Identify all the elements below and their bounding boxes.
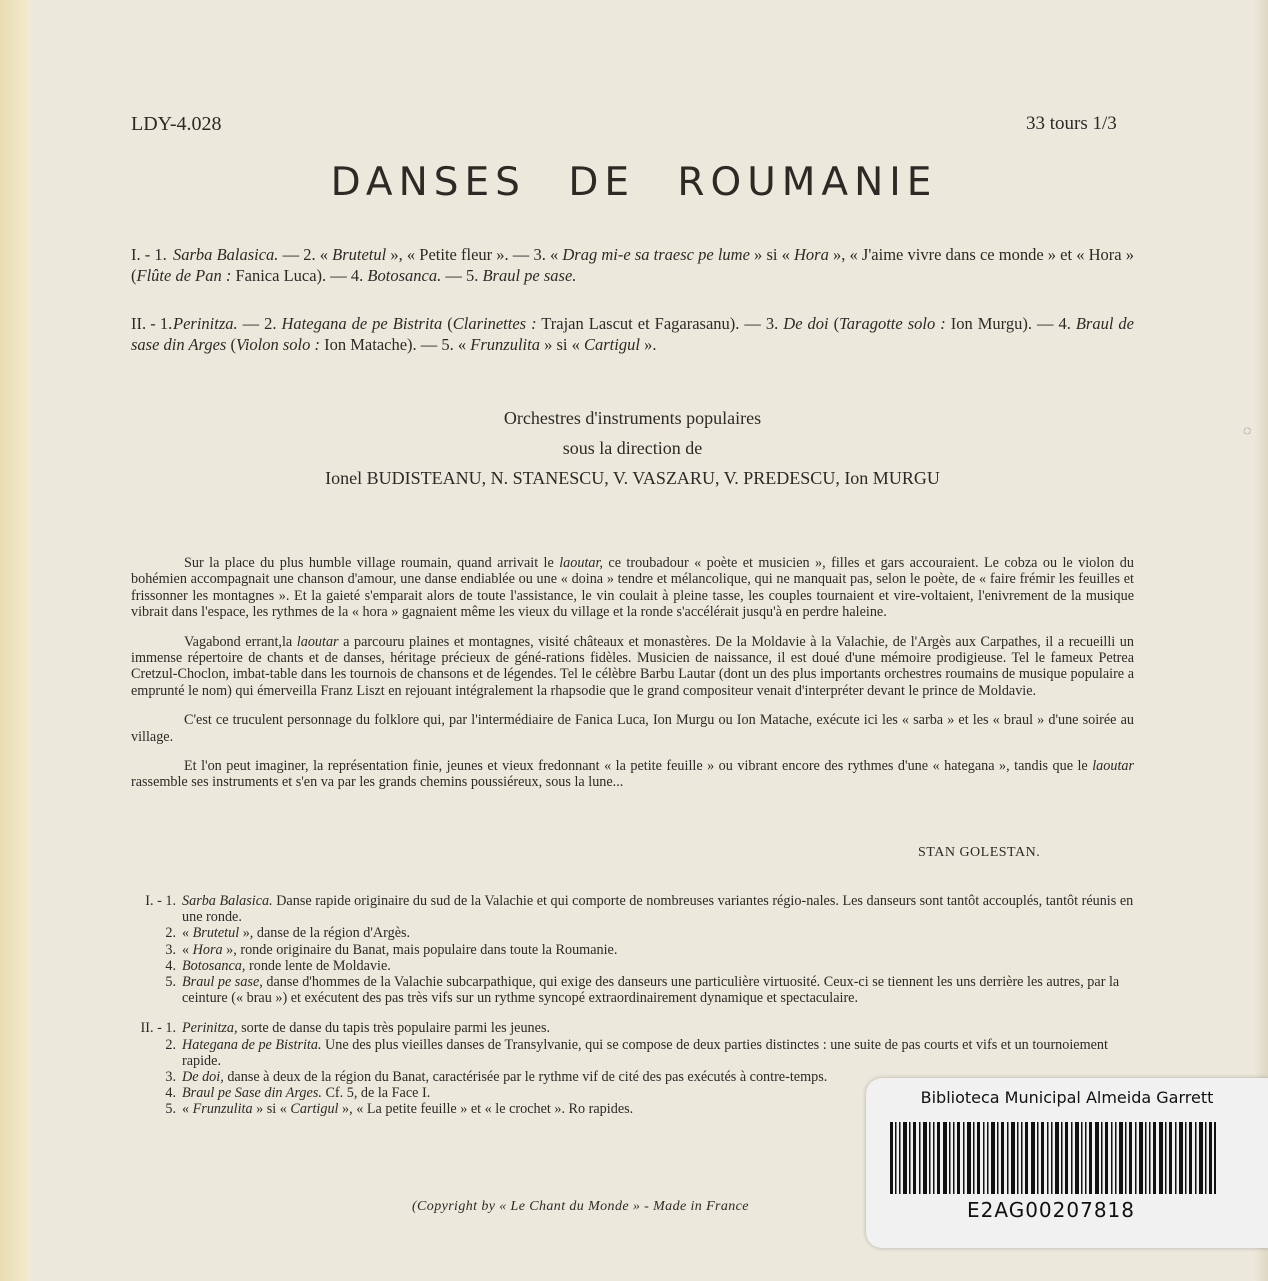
liner-notes-essay [131, 555, 1134, 804]
track-title: Hora [794, 245, 829, 264]
copyright-notice: (Copyright by « Le Chant du Monde » - Made in France [412, 1199, 749, 1214]
instrument-credit: Taragotte solo : [839, 314, 946, 333]
track-title: Braul pe sase. [482, 266, 577, 285]
track-separator: Ion Matache). — 5. « [320, 335, 471, 354]
credits-line: Orchestres d'instruments populaires [503, 408, 762, 428]
note-item [131, 925, 1134, 941]
note-text: Cf. 5, de la Face I. [321, 1085, 431, 1102]
note-number: 3. [165, 1069, 176, 1086]
essay-text: Vagabond errant,la [184, 633, 297, 650]
essay-paragraph: C'est ce truculent personnage du folklore qui, par l'intermédiaire de Fanica Luca, Ion Murgu ou Ion Matache, exécute ici les « sarba » et les « braul » d'une soirée au village. [131, 712, 1134, 745]
track-title: Botosanca. [367, 266, 442, 285]
note-title: Frunzulita [192, 1101, 253, 1118]
note-item [131, 1020, 1134, 1036]
catalog-number: LDY-4.028 [131, 113, 222, 135]
note-number: 3. [165, 941, 176, 958]
library-barcode-sticker [866, 1078, 1268, 1248]
tracklist-side-2 [131, 313, 1134, 355]
note-title: Hategana de pe Bistrita. [182, 1036, 322, 1053]
library-name: Biblioteca Municipal Almeida Garrett [920, 1088, 1214, 1107]
note-text: Danse rapide originaire du sud de la Valachie et qui comporte de nombreuses variantes régio-nales. Les danseurs sont tantôt accouplés, tantôt réunis en une ronde. [182, 893, 1134, 926]
note-title: Botosanca, [182, 957, 246, 974]
note-item [131, 942, 1134, 958]
essay-italic: laoutar [296, 633, 339, 650]
conductors-line: Ionel BUDISTEANU, N. STANESCU, V. VASZARU, V. PREDESCU, Ion MURGU [325, 468, 940, 488]
note-text: danse à deux de la région du Banat, caractérisée par le rythme vif de cité des pas exécutés à contre-temps. [223, 1069, 828, 1086]
note-text: Une des plus vieilles danses de Transylvanie, qui se compose de deux parties distinctes : une suite de pas courts et vifs et un tournoiement rapide. [182, 1036, 1108, 1069]
note-title: Braul pe sase, [182, 974, 263, 991]
track-separator: ( [442, 314, 453, 333]
instrument-credit: Flûte de Pan : [136, 266, 232, 285]
note-text: », danse de la région d'Argès. [239, 925, 411, 942]
tracklist-side-1 [131, 244, 1134, 286]
instrument-credit: Violon solo : [235, 335, 320, 354]
track-separator: — 2. « [278, 245, 333, 264]
note-title: Brutetul [192, 925, 240, 942]
note-item [131, 974, 1134, 1006]
track-title: Perinitza. [173, 314, 238, 333]
paper-mark: ◌ [1243, 424, 1252, 439]
note-text: », « La petite feuille » et « le crochet ». Ro rapides. [338, 1101, 634, 1118]
note-title: Cartigul [290, 1101, 339, 1118]
record-speed: 33 tours 1/3 [1026, 113, 1117, 134]
essay-text: a parcouru plaines et montagnes, visité châteaux et monastères. De la Moldavie à la Valachie, de l'Argès aux Carpathes, il a recueilli un immense répertoire de chants et de danses, héritage précieux de géné-rations fidèles. Musicien de naissance, il est doué d'une mémoire prodigieuse. Tel le fameux Petrea Cretzul-Choclon, imbat-table dans les tournois de chansons et de légendes. Tel le célèbre Barbu Lautar (dont un des plus importants orchestres roumains de musique populaire a emprunté le nom) qui émerveilla Franz Liszt en rejouant intégralement la rhapsodie que le grand compositeur venait d'interpréter devant le prince de Moldavie. [131, 633, 1134, 699]
track-separator: » si « [749, 245, 794, 264]
note-quote: « [182, 941, 193, 958]
note-number: 5. [165, 974, 176, 991]
instrument-credit: Clarinettes : [452, 314, 537, 333]
essay-text: Et l'on peut imaginer, la représentation finie, jeunes et vieux fredonnant « la petite feuille » ou vibrant encore des rythmes d'une « hategana », tandis que le [184, 758, 1093, 775]
note-number: 2. [165, 925, 176, 942]
orchestra-credits [131, 403, 1134, 493]
note-text: » si « [252, 1101, 291, 1118]
track-separator: », « J'aime vivre dans ce monde » et « Hora » ( [131, 245, 1135, 285]
title-word: DE [568, 160, 636, 205]
track-title: Frunzulita [470, 335, 540, 354]
note-text: », ronde originaire du Banat, mais populaire dans toute la Roumanie. [222, 941, 618, 958]
track-separator: ». [639, 335, 657, 354]
essay-text: ce troubadour « poète et musicien », filles et gars accouraient. Le cobza ou le violon du bohémien accompagnait une chanson d'amour, une danse endiablée ou une « doina » tendre et mélancolique, qui ne manquait pas, selon le poète, de « faire frémir les feuilles et frissonner les montagnes ». Et la gaieté s'emparait alors de toute l'assistance, le vin coulait à pleine tasse, les couples tournaient et vire-voltaient, l'enivrement de la musique vibrait dans l'espace, les rythmes de la « hora » gagnaient même les vieux du village et la ronde s'accélérait jusqu'à en perdre haleine. [131, 555, 1134, 621]
track-title: Sarba Balasica. [173, 245, 279, 264]
note-item [131, 958, 1134, 974]
track-separator: — 5. [441, 266, 483, 285]
track-title: Drag mi-e sa traesc pe lume [562, 245, 750, 264]
track-title: Braul de sase din Arges [131, 314, 1135, 354]
track-separator: ( [226, 335, 236, 354]
title-word: ROUMANIE [677, 160, 938, 205]
note-title: Sarba Balasica. [182, 893, 273, 909]
barcode-number: E2AG00207818 [967, 1198, 1135, 1222]
track-title: Cartigul [584, 335, 640, 354]
note-text: danse d'hommes de la Valachie subcarpathique, qui exige des danseurs une particulière virtuosité. Ceux-ci se tiennent les uns derrière les autres, par la ceinture (« brau ») et exécutent des pas très vifs sur un rythme syncopé extraordinairement dynamique et spectaculaire. [182, 974, 1120, 1007]
essay-italic: laoutar, [559, 555, 603, 571]
note-text: sorte de danse du tapis très populaire parmi les jeunes. [237, 1020, 551, 1037]
barcode-icon [890, 1122, 1216, 1194]
track-title: Hategana de pe Bistrita [281, 314, 443, 333]
note-number: 5. [165, 1101, 176, 1118]
note-number: 4. [165, 957, 176, 974]
note-quote: « [182, 1101, 193, 1118]
track-separator: Ion Murgu). — 4. [945, 314, 1076, 333]
note-number: 4. [165, 1085, 176, 1102]
track-separator: ( [828, 314, 840, 333]
note-quote: « [182, 925, 193, 942]
track-separator: Fanica Luca). — 4. [231, 266, 368, 285]
note-title: De doi, [182, 1069, 224, 1086]
essay-paragraph [131, 758, 1134, 791]
title-word: DANSES [330, 160, 526, 205]
credits-line: sous la direction de [562, 438, 703, 458]
track-separator: Trajan Lascut et Fagarasanu). — 3. [536, 314, 784, 333]
track-separator: » si « [539, 335, 584, 354]
essay-paragraph [131, 555, 1134, 621]
essay-paragraph [131, 634, 1134, 700]
note-title: Braul pe Sase din Arges. [182, 1085, 322, 1102]
essay-text: Sur la place du plus humble village roumain, quand arrivait le [184, 555, 560, 571]
note-item [131, 1037, 1134, 1069]
track-title: De doi [783, 314, 829, 333]
track-separator: — 2. [237, 314, 282, 333]
note-number: II. - 1. [140, 1020, 176, 1037]
essay-text: rassemble ses instruments et s'en va par les grands chemins poussiéreux, sous la lune... [131, 774, 624, 791]
side-number: I. - 1. [131, 245, 167, 264]
note-number: 2. [165, 1036, 176, 1053]
note-title: Hora [192, 941, 223, 958]
note-item [131, 893, 1134, 925]
note-text: ronde lente de Moldavie. [245, 957, 391, 974]
note-number: I. - 1. [145, 893, 176, 909]
note-title: Perinitza, [182, 1020, 238, 1037]
essay-italic: laoutar [1092, 758, 1134, 775]
album-title [0, 160, 1268, 205]
track-separator: », « Petite fleur ». — 3. « [386, 245, 563, 264]
track-title: Brutetul [332, 245, 387, 264]
author-signature: STAN GOLESTAN. [918, 845, 1041, 860]
side-number: II. - 1. [131, 314, 173, 333]
